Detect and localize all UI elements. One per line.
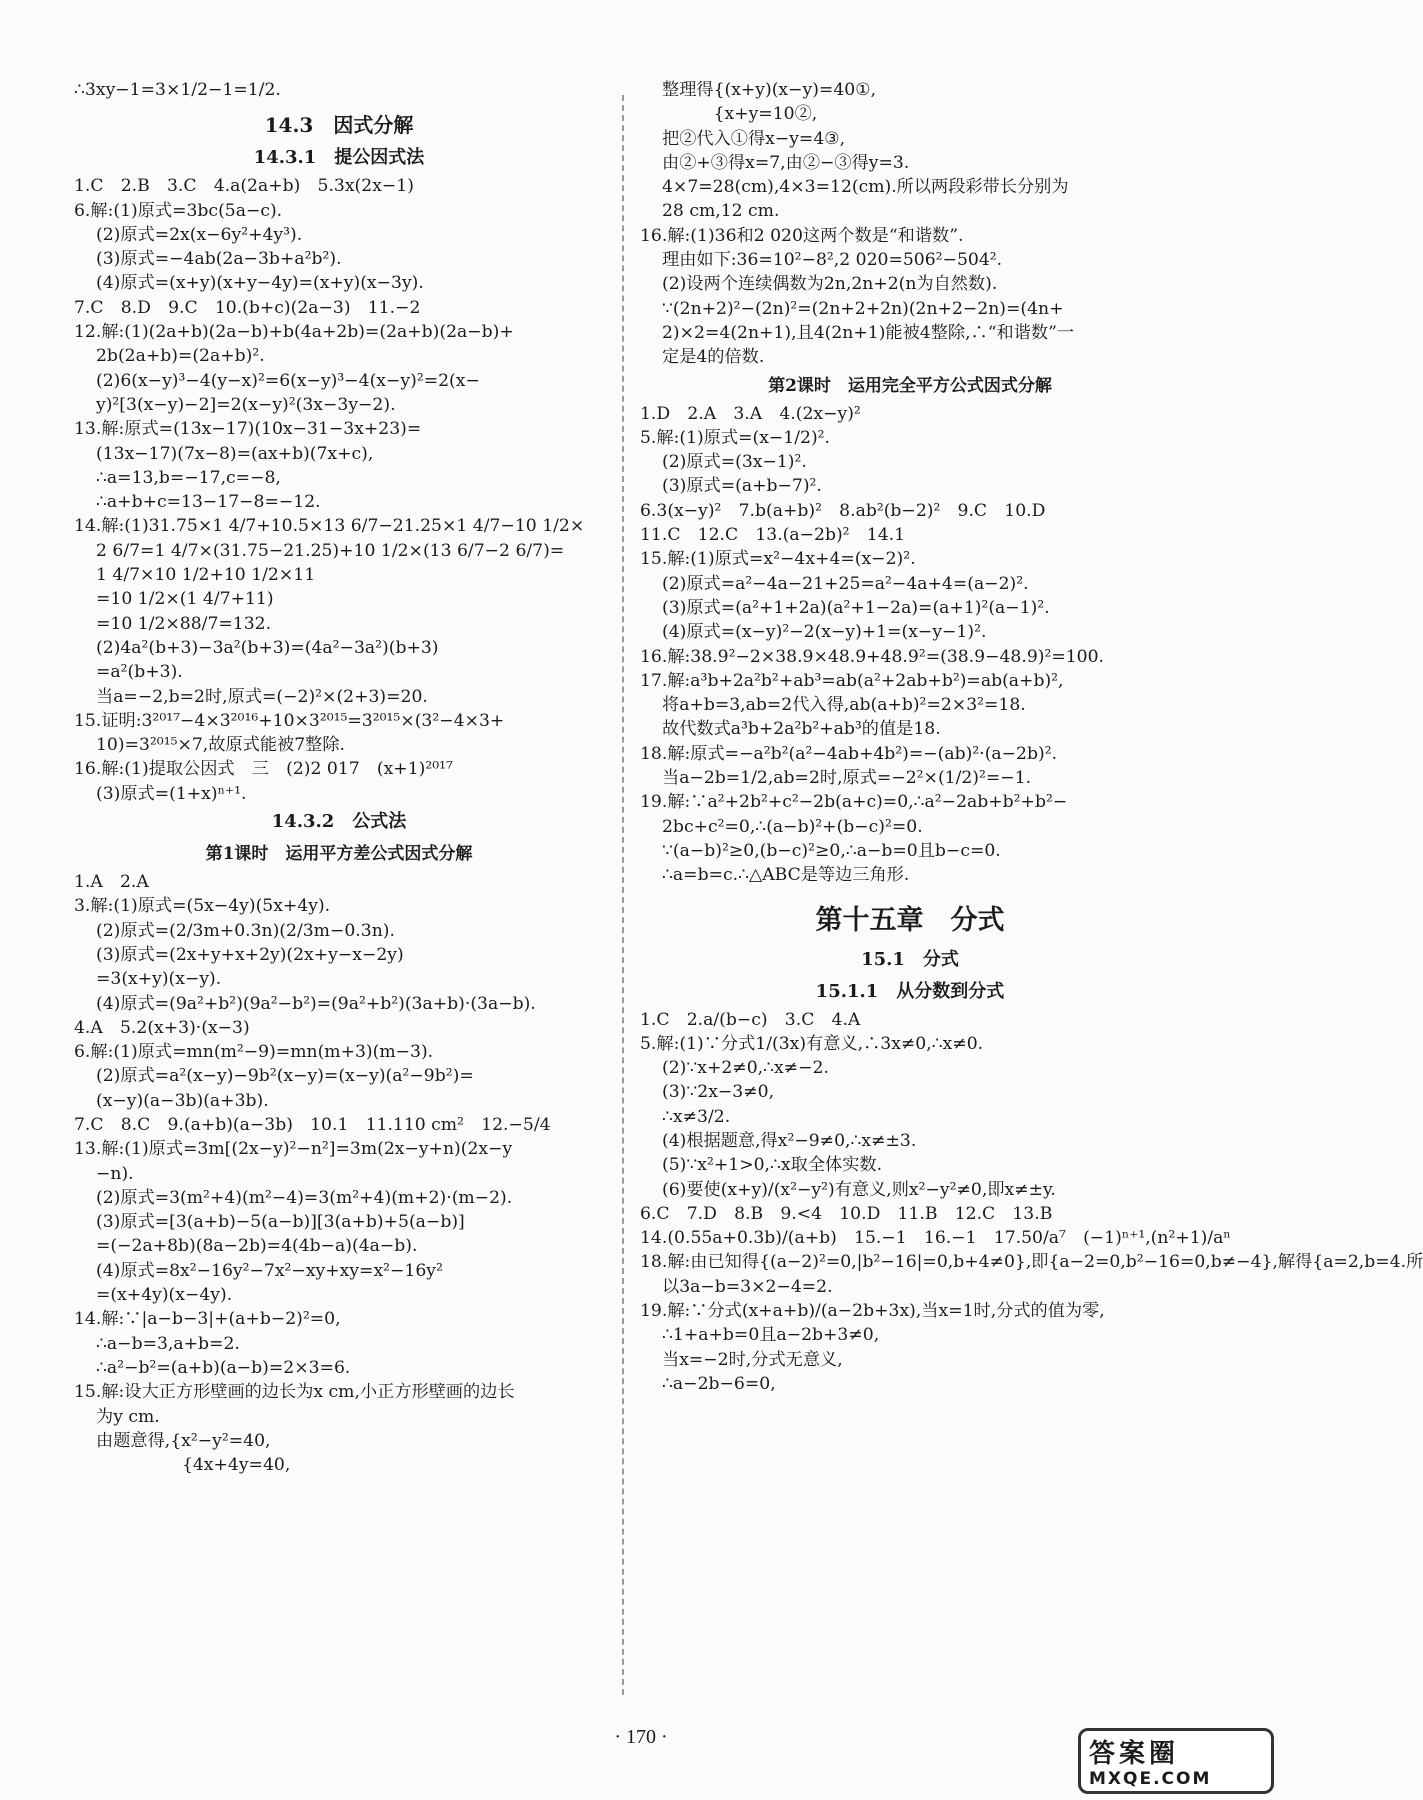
answer-line: ∵(a−b)²≥0,(b−c)²≥0,∴a−b=0且b−c=0. <box>662 840 1001 861</box>
section-heading: 第十五章 分式 <box>815 904 1005 936</box>
answer-line: (4)根据题意,得x²−9≠0,∴x≠±3. <box>662 1130 917 1151</box>
answer-line: 由②+③得x=7,由②−③得y=3. <box>662 152 910 173</box>
answer-line: 19.解:∵a²+2b²+c²−2b(a+c)=0,∴a²−2ab+b²+b²− <box>640 792 1068 813</box>
section-heading: 14.3.1 提公因式法 <box>253 147 425 169</box>
answer-line: (6)要使(x+y)/(x²−y²)有意义,则x²−y²≠0,即x≠±y. <box>662 1179 1056 1200</box>
answer-line: 7.C 8.C 9.(a+b)(a−3b) 10.1 11.110 cm² 12.−5/4 <box>74 1114 551 1135</box>
answer-line: 12.解:(1)(2a+b)(2a−b)+b(4a+2b)=(2a+b)(2a−b)+ <box>74 322 514 343</box>
answer-line: (13x−17)(7x−8)=(ax+b)(7x+c), <box>96 443 374 464</box>
answer-line: =(x+4y)(x−4y). <box>96 1285 233 1306</box>
answer-line: (2)原式=2x(x−6y²+4y³). <box>96 224 303 245</box>
answer-line: 以3a−b=3×2−4=2. <box>662 1276 833 1297</box>
answer-line: 6.3(x−y)² 7.b(a+b)² 8.ab²(b−2)² 9.C 10.D <box>640 500 1046 521</box>
answer-line: 16.解:(1)提取公因式 三 (2)2 017 (x+1)²⁰¹⁷ <box>74 759 453 780</box>
answer-line: 15.解:(1)原式=x²−4x+4=(x−2)². <box>640 549 916 570</box>
answer-line: ∴a=b=c.∴△ABC是等边三角形. <box>662 865 910 886</box>
answer-line: (3)∵2x−3≠0, <box>662 1082 775 1103</box>
answer-line: 1.D 2.A 3.A 4.(2x−y)² <box>640 403 861 424</box>
answer-line: 2b(2a+b)=(2a+b)². <box>96 346 265 367</box>
answer-line: (3)原式=[3(a+b)−5(a−b)][3(a+b)+5(a−b)] <box>96 1212 465 1233</box>
answer-line: =a²(b+3). <box>96 662 183 683</box>
section-heading: 第2课时 运用完全平方公式因式分解 <box>768 375 1052 396</box>
answer-line: 当a−2b=1/2,ab=2时,原式=−2²×(1/2)²=−1. <box>662 768 1032 789</box>
answer-line: 19.解:∵分式(x+a+b)/(a−2b+3x),当x=1时,分式的值为零, <box>640 1301 1105 1322</box>
answer-line: −n). <box>96 1163 134 1184</box>
answer-line: (3)原式=−4ab(2a−3b+a²b²). <box>96 249 342 270</box>
answer-line: 14.解:(1)31.75×1 4/7+10.5×13 6/7−21.25×1 4/7−10 1/2× <box>74 516 585 537</box>
answer-line: 当x=−2时,分式无意义, <box>662 1349 843 1370</box>
answer-line: (4)原式=(x+y)(x+y−4y)=(x+y)(x−3y). <box>96 273 424 294</box>
answer-line: 2bc+c²=0,∴(a−b)²+(b−c)²=0. <box>662 816 923 837</box>
watermark-bottom-text: MXQE.COM <box>1089 1769 1212 1789</box>
answer-line: ∴x≠3/2. <box>662 1106 731 1127</box>
answer-line: 1 4/7×10 1/2+10 1/2×11 <box>96 565 316 586</box>
answer-line: (2)原式=(3x−1)². <box>662 452 807 473</box>
answer-line: 13.解:原式=(13x−17)(10x−31−3x+23)= <box>74 419 422 440</box>
answer-line: 5.解:(1)原式=(x−1/2)². <box>640 427 831 448</box>
answer-line: (4)原式=(9a²+b²)(9a²−b²)=(9a²+b²)(3a+b)·(3a−b). <box>96 993 536 1014</box>
answer-line: 当a=−2,b=2时,原式=(−2)²×(2+3)=20. <box>96 686 428 707</box>
answer-line: ∴a=13,b=−17,c=−8, <box>96 467 281 488</box>
answer-line: (3)原式=(2x+y+x+2y)(2x+y−x−2y) <box>96 944 404 965</box>
answer-line: {x+y=10②, <box>662 104 818 125</box>
answer-line: (x−y)(a−3b)(a+3b). <box>96 1090 269 1111</box>
answer-line: 6.C 7.D 8.B 9.<4 10.D 11.B 12.C 13.B <box>640 1203 1053 1224</box>
answer-line: (3)原式=(a²+1+2a)(a²+1−2a)=(a+1)²(a−1)². <box>662 597 1050 618</box>
answer-line: 2)×2=4(2n+1),且4(2n+1)能被4整除,∴“和谐数”一 <box>662 322 1075 343</box>
answer-line: (4)原式=(x−y)²−2(x−y)+1=(x−y−1)². <box>662 622 987 643</box>
answer-line: (2)原式=a²(x−y)−9b²(x−y)=(x−y)(a²−9b²)= <box>96 1066 474 1087</box>
answer-line: (2)∵x+2≠0,∴x≠−2. <box>662 1058 829 1079</box>
answer-line: ∴3xy−1=3×1/2−1=1/2. <box>74 80 281 100</box>
answer-line: (3)原式=(1+x)ⁿ⁺¹. <box>96 783 247 804</box>
answer-line: (2)原式=3(m²+4)(m²−4)=3(m²+4)(m+2)·(m−2). <box>96 1187 513 1208</box>
answer-line: =(−2a+8b)(8a−2b)=4(4b−a)(4a−b). <box>96 1236 418 1257</box>
answer-line: (3)原式=(a+b−7)². <box>662 476 822 497</box>
answer-line: 3.解:(1)原式=(5x−4y)(5x+4y). <box>74 896 331 917</box>
answer-line: =10 1/2×88/7=132. <box>96 613 272 634</box>
answer-line: {4x+4y=40, <box>96 1455 291 1476</box>
answer-line: =3(x+y)(x−y). <box>96 969 222 990</box>
watermark-top-text: 答案圈 <box>1089 1739 1180 1769</box>
answer-line: 16.解:(1)36和2 020这两个数是“和谐数”. <box>640 225 964 246</box>
answer-line: ∴a−2b−6=0, <box>662 1373 776 1394</box>
answer-line: (2)6(x−y)³−4(y−x)²=6(x−y)³−4(x−y)²=2(x− <box>96 370 480 391</box>
answer-line: 18.解:由已知得{(a−2)²=0,|b²−16|=0,b+4≠0},即{a−2=0,b²−16=0,b≠−4},解得{a=2,b=4.所 <box>640 1252 1423 1273</box>
answer-line: 28 cm,12 cm. <box>662 201 780 222</box>
answer-line: 14.(0.55a+0.3b)/(a+b) 15.−1 16.−1 17.50/a⁷ (−1)ⁿ⁺¹,(n²+1)/aⁿ <box>640 1228 1231 1249</box>
answer-line: 10)=3²⁰¹⁵×7,故原式能被7整除. <box>96 735 345 756</box>
answer-line: 4.A 5.2(x+3)·(x−3) <box>74 1017 250 1038</box>
answer-line: 由题意得,{x²−y²=40, <box>96 1430 271 1451</box>
answer-line: ∴a−b=3,a+b=2. <box>96 1333 240 1354</box>
answer-line: 1.C 2.a/(b−c) 3.C 4.A <box>640 1009 861 1030</box>
answer-line: 15.证明:3²⁰¹⁷−4×3²⁰¹⁶+10×3²⁰¹⁵=3²⁰¹⁵×(3²−4×3+ <box>74 710 505 731</box>
answer-line: 把②代入①得x−y=4③, <box>662 128 846 149</box>
left-column <box>74 78 604 1477</box>
answer-line: 2 6/7=1 4/7×(31.75−21.25)+10 1/2×(13 6/7−2 6/7)= <box>96 540 565 561</box>
answer-line: =10 1/2×(1 4/7+11) <box>96 589 274 610</box>
answer-line: (2)原式=(2/3m+0.3n)(2/3m−0.3n). <box>96 920 395 941</box>
section-heading: 15.1 分式 <box>861 948 959 970</box>
answer-line: (2)4a²(b+3)−3a²(b+3)=(4a²−3a²)(b+3) <box>96 637 439 658</box>
section-heading: 第1课时 运用平方差公式因式分解 <box>205 844 473 865</box>
answer-line: 13.解:(1)原式=3m[(2x−y)²−n²]=3m(2x−y+n)(2x−y <box>74 1139 513 1160</box>
answer-line: 整理得{(x+y)(x−y)=40①, <box>662 80 877 100</box>
answer-line: 5.解:(1)∵分式1/(3x)有意义,∴3x≠0,∴x≠0. <box>640 1033 984 1054</box>
answer-line: ∵(2n+2)²−(2n)²=(2n+2+2n)(2n+2−2n)=(4n+ <box>662 298 1064 319</box>
section-heading: 14.3.2 公式法 <box>271 811 407 833</box>
answer-line: ∴1+a+b=0且a−2b+3≠0, <box>662 1325 880 1346</box>
answer-line: y)²[3(x−y)−2]=2(x−y)²(3x−3y−2). <box>96 394 396 415</box>
answer-line: 故代数式a³b+2a²b²+ab³的值是18. <box>662 719 941 740</box>
answer-line: 1.A 2.A <box>74 872 149 893</box>
section-heading: 15.1.1 从分数到分式 <box>815 980 1005 1002</box>
answer-line: (2)原式=a²−4a−21+25=a²−4a+4=(a−2)². <box>662 573 1029 594</box>
answer-line: 7.C 8.D 9.C 10.(b+c)(2a−3) 11.−2 <box>74 297 421 318</box>
answer-line: ∴a+b+c=13−17−8=−12. <box>96 492 321 513</box>
answer-line: 11.C 12.C 13.(a−2b)² 14.1 <box>640 525 906 546</box>
answer-line: 4×7=28(cm),4×3=12(cm).所以两段彩带长分别为 <box>662 177 1069 198</box>
answer-line: 理由如下:36=10²−8²,2 020=506²−504². <box>662 250 1003 271</box>
answer-line: 将a+b=3,ab=2代入得,ab(a+b)²=2×3²=18. <box>662 695 1026 716</box>
answer-line: 18.解:原式=−a²b²(a²−4ab+4b²)=−(ab)²·(a−2b)². <box>640 743 1058 764</box>
answer-line: (4)原式=8x²−16y²−7x²−xy+xy=x²−16y² <box>96 1260 443 1281</box>
answer-line: ∴a²−b²=(a+b)(a−b)=2×3=6. <box>96 1357 351 1378</box>
answer-line: 15.解:设大正方形壁画的边长为x cm,小正方形壁画的边长 <box>74 1382 515 1403</box>
answer-line: (5)∵x²+1>0,∴x取全体实数. <box>662 1155 883 1176</box>
answer-line: 16.解:38.9²−2×38.9×48.9+48.9²=(38.9−48.9)²=100. <box>640 646 1105 667</box>
answer-line: 6.解:(1)原式=3bc(5a−c). <box>74 200 283 221</box>
answer-line: 1.C 2.B 3.C 4.a(2a+b) 5.3x(2x−1) <box>74 176 414 197</box>
answer-line: 为y cm. <box>96 1406 160 1427</box>
answer-line: 6.解:(1)原式=mn(m²−9)=mn(m+3)(m−3). <box>74 1042 434 1063</box>
answer-line: 定是4的倍数. <box>662 347 765 368</box>
watermark-logo <box>1078 1728 1274 1794</box>
section-heading: 14.3 因式分解 <box>264 113 414 138</box>
column-divider <box>622 95 624 1695</box>
answer-line: 17.解:a³b+2a²b²+ab³=ab(a²+2ab+b²)=ab(a+b)², <box>640 670 1064 691</box>
right-column <box>640 78 1423 1396</box>
page-number: · 170 · <box>614 1726 668 1748</box>
answer-line: 14.解:∵|a−b−3|+(a+b−2)²=0, <box>74 1309 341 1330</box>
answer-line: (2)设两个连续偶数为2n,2n+2(n为自然数). <box>662 274 998 295</box>
